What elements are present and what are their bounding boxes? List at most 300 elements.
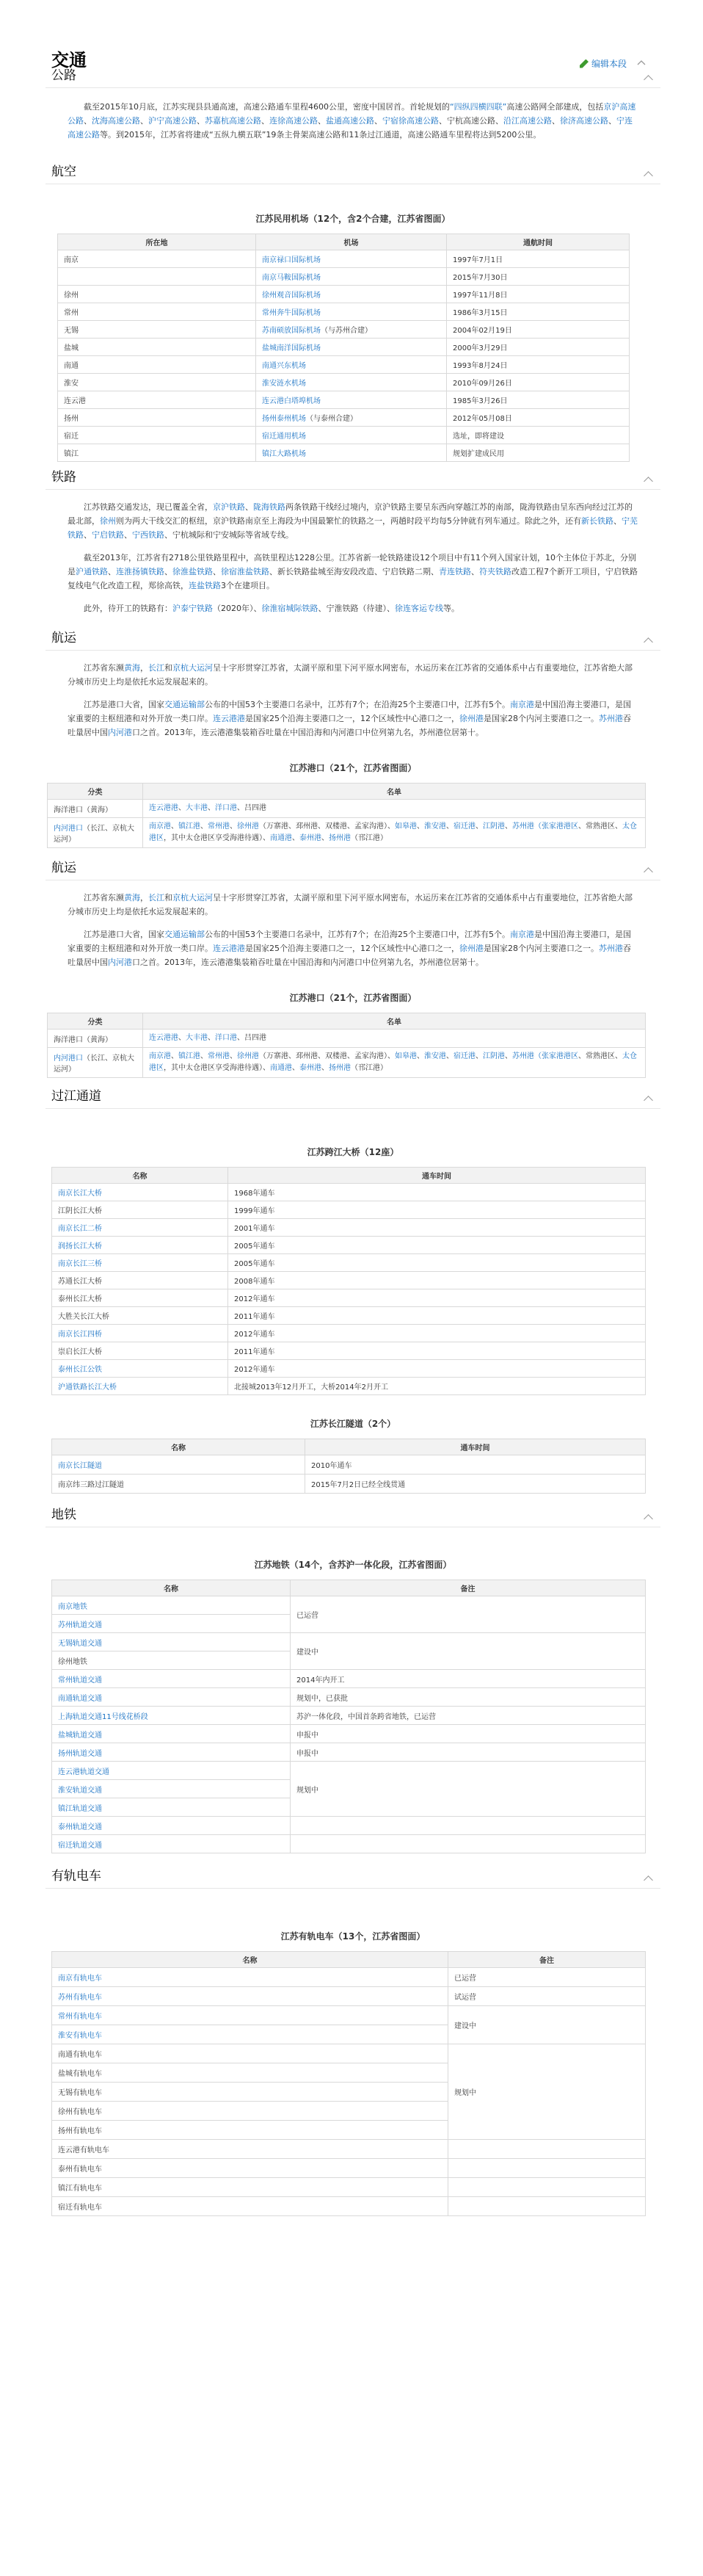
- table-row: [52, 1378, 646, 1395]
- metro-name-link[interactable]: 上海轨道交通11号线花桥段: [58, 1712, 148, 1721]
- inline-text: 、常熟港区、: [578, 1052, 622, 1060]
- bridge-name-cell: [52, 1272, 228, 1289]
- metro-name-cell: [52, 1835, 291, 1853]
- metro-note-cell: [291, 1670, 646, 1688]
- inline-link[interactable]: 内河港: [108, 728, 132, 737]
- airport-name-link[interactable]: 苏南硕放国际机场: [262, 327, 321, 335]
- airport-city-cell: [58, 321, 256, 339]
- bridge-name-cell: [52, 1378, 228, 1395]
- metro-note-cell: [291, 1688, 646, 1707]
- table-row: [52, 1596, 646, 1615]
- inline-link[interactable]: 洋口港: [215, 1034, 237, 1042]
- inline-link[interactable]: 镇江港: [178, 1052, 200, 1060]
- inline-link[interactable]: 京杭大运河: [172, 663, 213, 673]
- inline-text: 、: [476, 1052, 483, 1060]
- inline-link[interactable]: 南京港: [510, 700, 534, 709]
- inline-link[interactable]: 泰州港: [299, 834, 321, 842]
- tram-note-cell: [448, 1987, 646, 2006]
- table-header-row: [52, 1952, 646, 1968]
- inline-link[interactable]: 泰州港: [299, 1064, 321, 1072]
- inline-link[interactable]: 大丰港: [186, 1034, 208, 1042]
- bridge-time-cell: [228, 1184, 646, 1201]
- inline-link[interactable]: 京沪铁路: [213, 502, 245, 512]
- inline-text: 、: [171, 1052, 178, 1060]
- airport-name-link[interactable]: 常州奔牛国际机场: [262, 309, 321, 317]
- table-row: [58, 444, 630, 462]
- tram-name: 镇江有轨电车: [58, 2185, 102, 2193]
- airport-city: 宿迁: [64, 433, 79, 441]
- bridge-time: 2008年通车: [234, 1278, 275, 1286]
- inline-link[interactable]: 符夹铁路: [479, 567, 511, 576]
- inline-text: （万寨港、邳州港、双楼港、孟家沟港）、: [259, 1052, 395, 1060]
- tram-note: 建设中: [454, 2022, 476, 2030]
- airport-name-link[interactable]: 南京禄口国际机场: [262, 256, 321, 264]
- tram-name-cell: [52, 2140, 448, 2159]
- inline-link[interactable]: 徐州港: [237, 1052, 259, 1060]
- inline-text: 是国家25个沿海主要港口之一，12个区域性中心港口之一，: [245, 944, 459, 953]
- inline-text: 截至2015年10月底，江苏实现县县通高速，高速公路通车里程4600公里，密度中国居首。首轮规划的: [84, 102, 450, 112]
- inline-text: 则为两大干线交汇的枢纽，京沪铁路南京至上海段为中国最繁忙的铁路之一，两趟时段平均每5分钟就有列车通过。除此之外，还有: [116, 516, 581, 526]
- inline-link[interactable]: 太仓港区: [149, 1052, 637, 1072]
- bridge-time-cell: [228, 1307, 646, 1325]
- inline-text: 、: [613, 516, 622, 526]
- inline-link[interactable]: 长江: [148, 893, 164, 902]
- tram-name: 无锡有轨电车: [58, 2089, 102, 2097]
- inline-link[interactable]: 苏州港: [599, 714, 623, 723]
- inline-text: 口之首。2013年，连云港港集装箱吞吐量在中国沿海和内河港口中位列第九名，苏州港位居第十。: [132, 958, 484, 967]
- inline-link[interactable]: 扬州港: [329, 834, 351, 842]
- bridge-table: [51, 1167, 646, 1395]
- metro-name-link[interactable]: 苏州轨道交通: [58, 1621, 102, 1629]
- inline-text: 、: [164, 567, 172, 576]
- tram-name-link[interactable]: 淮安有轨电车: [58, 2032, 102, 2040]
- section-tram-header: [45, 1862, 660, 1889]
- inline-text: 、宁杭高速公路、: [439, 116, 503, 126]
- inline-link[interactable]: 常州港: [208, 1052, 230, 1060]
- airport-name-cell: [256, 268, 447, 286]
- metro-name-cell: [52, 1798, 291, 1817]
- inline-text: 、: [197, 116, 205, 126]
- inline-link[interactable]: 黄海: [124, 663, 140, 673]
- table-header-cell: 备注: [291, 1580, 646, 1596]
- inline-text: 公布的中国53个主要港口名录中，江苏有7个；在沿海25个主要港口中，江苏有5个。: [205, 700, 510, 709]
- inline-link[interactable]: 沪通铁路: [76, 567, 108, 576]
- table-row: [52, 2197, 646, 2216]
- inline-text: 、: [208, 804, 215, 812]
- metro-note-cell: [291, 1817, 646, 1835]
- metro-name-link[interactable]: 淮安轨道交通: [58, 1786, 102, 1795]
- inline-text: （长江、京杭大运河）: [54, 1054, 134, 1074]
- inline-link[interactable]: 宁宿徐高速公路: [382, 116, 439, 126]
- table-row: [52, 1360, 646, 1378]
- inline-link[interactable]: 徐淮盐铁路: [172, 567, 213, 576]
- table-row: [52, 1743, 646, 1762]
- inline-link[interactable]: 徐淮宿城际铁路: [261, 604, 318, 613]
- inline-text: 、: [552, 116, 560, 126]
- inline-link[interactable]: 宁芜铁路: [68, 516, 638, 540]
- metro-name-link[interactable]: 南京地铁: [58, 1602, 87, 1611]
- metro-name-cell: [52, 1780, 291, 1798]
- inline-text: 、: [417, 822, 424, 831]
- inline-link[interactable]: 大丰港: [186, 804, 208, 812]
- inline-link[interactable]: 苏州港（张家港港区: [512, 1052, 578, 1060]
- table-row: [58, 374, 630, 391]
- table-row: [52, 1237, 646, 1254]
- inline-link[interactable]: 新长铁路: [581, 516, 613, 526]
- airport-name-link[interactable]: 淮安涟水机场: [262, 380, 306, 388]
- airport-name-cell: [256, 286, 447, 303]
- bridge-name-link[interactable]: 南京长江二桥: [58, 1225, 102, 1233]
- inline-text: ，: [140, 663, 148, 673]
- inline-text: ，: [140, 893, 148, 902]
- airport-name-cell: [256, 250, 447, 268]
- inline-text: 、: [108, 567, 116, 576]
- tram-name: 徐州有轨电车: [58, 2108, 102, 2116]
- inline-link[interactable]: “四纵四横四联”: [449, 102, 507, 112]
- inline-text: 、宁杭城际和宁安城际等省域专线。: [164, 530, 294, 540]
- inline-link[interactable]: 连云港港: [149, 804, 178, 812]
- inline-link[interactable]: 扬州港: [329, 1064, 351, 1072]
- inline-link[interactable]: 青连铁路: [439, 567, 471, 576]
- bridge-time: 2012年通车: [234, 1366, 275, 1374]
- table-header-cell: 备注: [448, 1952, 646, 1968]
- inline-link[interactable]: 交通运输部: [164, 700, 205, 709]
- inline-text: 、: [200, 822, 208, 831]
- tunnel-name: 南京纬三路过江隧道: [58, 1481, 124, 1489]
- bridge-name-link[interactable]: 润扬长江大桥: [58, 1242, 102, 1251]
- inline-link[interactable]: 连云港港: [213, 944, 245, 953]
- inline-link[interactable]: 沿江高速公路: [503, 116, 552, 126]
- inline-text: 改造工程7个新开工项目，宁启铁路复线电气化改造工程，郑徐高铁，: [68, 567, 638, 590]
- tram-name-link[interactable]: 常州有轨电车: [58, 2013, 102, 2021]
- inline-link[interactable]: 连云港港: [213, 714, 245, 723]
- inline-text: 、: [321, 834, 329, 842]
- inline-link[interactable]: 徐连客运专线: [395, 604, 443, 613]
- table-row: [52, 1254, 646, 1272]
- inline-text: 、: [208, 1034, 215, 1042]
- table-row: [58, 356, 630, 374]
- inline-link[interactable]: 徐州港: [237, 822, 259, 831]
- inline-text: 海洋港口（黄海）: [54, 806, 112, 814]
- airport-city: 南通: [64, 362, 79, 370]
- tram-name-cell: [52, 2102, 448, 2121]
- table-row: [52, 1968, 646, 1987]
- airport-date: 1997年7月1日: [453, 256, 503, 264]
- airport-city-cell: [58, 444, 256, 462]
- metro-name: 徐州地铁: [58, 1657, 87, 1666]
- inline-link[interactable]: 内河港口: [54, 825, 83, 833]
- table-row: [52, 1688, 646, 1707]
- inline-link[interactable]: 沪泰宁铁路: [172, 604, 213, 613]
- inline-link[interactable]: 常州港: [208, 822, 230, 831]
- inline-link[interactable]: 太仓港区: [149, 822, 637, 842]
- inline-text: （邗江港）: [351, 1064, 387, 1072]
- section-water-title: 航运: [51, 631, 76, 645]
- section-aviation-title: 航空: [51, 164, 76, 179]
- airport-date-cell: [447, 427, 630, 444]
- inline-text: 是国家28个内河主要港口之一。: [484, 944, 599, 953]
- bridge-time-cell: [228, 1289, 646, 1307]
- inline-link[interactable]: 南通港: [270, 1064, 292, 1072]
- section-aviation: [45, 158, 660, 462]
- table-row: [52, 1475, 646, 1494]
- bridge-time-cell: [228, 1360, 646, 1378]
- airport-date: 2012年05月08日: [453, 415, 512, 423]
- metro-name-link[interactable]: 镇江轨道交通: [58, 1804, 102, 1813]
- metro-note-cell: [291, 1707, 646, 1725]
- bridge-name-cell: [52, 1360, 228, 1378]
- bridge-name-cell: [52, 1219, 228, 1237]
- metro-note-cell: [291, 1633, 646, 1670]
- rail-paragraph-1: [45, 500, 660, 542]
- metro-table-caption: 江苏地铁（14个，含苏沪一体化段，江苏省图面）: [254, 1560, 452, 1570]
- article-header: [45, 0, 660, 70]
- table-row: [48, 1048, 646, 1078]
- tram-name: 南通有轨电车: [58, 2051, 102, 2059]
- inline-text: 是国家25个沿海主要港口之一，12个区域性中心港口之一，: [245, 714, 459, 723]
- inline-text: 、: [230, 822, 237, 831]
- table-header-cell: 名称: [52, 1168, 228, 1184]
- inline-link[interactable]: 连盐铁路: [189, 581, 221, 590]
- inline-text: 和: [164, 893, 172, 902]
- inline-text: 3个在建项目。: [221, 581, 274, 590]
- metro-note: 苏沪一体化段，中国首条跨省地铁，已运营: [296, 1712, 436, 1721]
- inline-link[interactable]: 黄海: [124, 893, 140, 902]
- airport-name-link[interactable]: 南通兴东机场: [262, 362, 306, 370]
- inline-link[interactable]: 南京港: [149, 1052, 171, 1060]
- table-row: [52, 1633, 646, 1651]
- inline-link[interactable]: 连淮扬镇铁路: [116, 567, 164, 576]
- airport-date: 2015年7月30日: [453, 274, 508, 282]
- airport-city: 南京: [64, 256, 79, 264]
- water-paragraph-2: [45, 698, 660, 739]
- inline-link[interactable]: 徐州港: [459, 944, 484, 953]
- tram-note-cell: [448, 2044, 646, 2140]
- inline-text: 、: [446, 1052, 454, 1060]
- table-row: [52, 1455, 646, 1475]
- inline-text: 、宁淮铁路（待建）、: [318, 604, 395, 613]
- bridge-time-cell: [228, 1219, 646, 1237]
- inline-link[interactable]: 陇海铁路: [253, 502, 285, 512]
- inline-text: 、常熟港区、: [578, 822, 622, 831]
- bridge-name-link[interactable]: 南京长江四桥: [58, 1331, 102, 1339]
- tram-name-link[interactable]: 南京有轨电车: [58, 1975, 102, 1983]
- table-row: [52, 1670, 646, 1688]
- inline-link[interactable]: 江阴港: [483, 822, 505, 831]
- airport-name-link[interactable]: 南京马鞍国际机场: [262, 274, 321, 282]
- tram-note-cell: [448, 2006, 646, 2044]
- inline-link[interactable]: 徐州: [100, 516, 116, 526]
- metro-name-link[interactable]: 扬州轨道交通: [58, 1749, 102, 1758]
- inline-link[interactable]: 徐济高速公路: [560, 116, 608, 126]
- road-paragraph: [45, 100, 660, 142]
- bridge-name-link[interactable]: 沪通铁路长江大桥: [58, 1383, 117, 1392]
- inline-link[interactable]: 连云港港: [149, 1034, 178, 1042]
- metro-name-link[interactable]: 盐城轨道交通: [58, 1731, 102, 1740]
- inline-text: 、: [292, 1064, 299, 1072]
- bridge-name: 崇启长江大桥: [58, 1348, 102, 1356]
- inline-text: （长江、京杭大运河）: [54, 825, 134, 844]
- inline-text: 、: [292, 834, 299, 842]
- metro-note: 申报中: [296, 1731, 318, 1740]
- table-header-row: [52, 1168, 646, 1184]
- tunnel-name-link[interactable]: 南京长江隧道: [58, 1462, 102, 1470]
- airport-name-link[interactable]: 扬州泰州机场: [262, 415, 306, 423]
- inline-link[interactable]: 淮安港: [424, 1052, 446, 1060]
- table-header-cell: 名单: [143, 1013, 646, 1030]
- inline-link[interactable]: 内河港口: [54, 1054, 83, 1063]
- inline-link[interactable]: 苏州港: [599, 944, 623, 953]
- section-rail-header: [45, 463, 660, 490]
- inline-link[interactable]: 盐通高速公路: [326, 116, 374, 126]
- airport-date: 2010年09月26日: [453, 380, 512, 388]
- bridge-time: 2005年通车: [234, 1260, 275, 1268]
- tram-name-link[interactable]: 苏州有轨电车: [58, 1994, 102, 2002]
- rail-paragraph-2: [45, 551, 660, 593]
- airport-city: 徐州: [64, 292, 79, 300]
- table-row: [52, 1325, 646, 1342]
- metro-name-cell: [52, 1817, 291, 1835]
- bridge-name-cell: [52, 1201, 228, 1219]
- rail-paragraph-3: [45, 601, 660, 615]
- inline-link[interactable]: 京杭大运河: [172, 893, 213, 902]
- inline-text: 两条铁路干线经过境内，京沪铁路主要呈东西向穿越江苏的南部，陇海铁路由呈东西向经过江苏的最北部，: [68, 502, 633, 526]
- table-row: [48, 800, 646, 818]
- inline-text: 、: [608, 116, 616, 126]
- inline-link[interactable]: 徐州港: [459, 714, 484, 723]
- airport-name-link[interactable]: 宿迁通用机场: [262, 433, 306, 441]
- metro-note-cell: [291, 1596, 646, 1633]
- table-header-row: [52, 1580, 646, 1596]
- inline-text: 、: [171, 822, 178, 831]
- bridge-name-link[interactable]: 南京长江三桥: [58, 1260, 102, 1268]
- inline-text: 、: [213, 567, 221, 576]
- inline-link[interactable]: 南通港: [270, 834, 292, 842]
- inline-link[interactable]: 内河港: [108, 958, 132, 967]
- inline-link[interactable]: 南京港: [149, 822, 171, 831]
- metro-name-link[interactable]: 常州轨道交通: [58, 1676, 102, 1685]
- inline-text: 、: [245, 502, 253, 512]
- inline-link[interactable]: 江阴港: [483, 1052, 505, 1060]
- airport-date-cell: [447, 391, 630, 409]
- metro-name-cell: [52, 1596, 291, 1615]
- metro-name-link[interactable]: 泰州轨道交通: [58, 1823, 102, 1831]
- table-header-cell: 名称: [52, 1580, 291, 1596]
- inline-link[interactable]: 京沪高速公路: [68, 102, 636, 126]
- metro-name-link[interactable]: 宿迁轨道交通: [58, 1841, 102, 1850]
- inline-text: 、: [261, 116, 269, 126]
- metro-name-link[interactable]: 无锡轨道交通: [58, 1639, 102, 1648]
- section-metro-title: 地铁: [51, 1508, 76, 1522]
- bridge-name-cell: [52, 1184, 228, 1201]
- table-row: [58, 250, 630, 268]
- inline-link[interactable]: 沈海高速公路: [92, 116, 140, 126]
- section-metro: [45, 1501, 660, 1853]
- bridge-time: 2005年通车: [234, 1242, 275, 1251]
- airport-name-cell: [256, 427, 447, 444]
- inline-text: 高速公路网全部建成，包括: [506, 102, 604, 112]
- inline-link[interactable]: 宁连高速公路: [68, 116, 633, 140]
- table-row: [58, 268, 630, 286]
- table-header-cell: 机场: [256, 234, 447, 250]
- airport-date-cell: [447, 409, 630, 427]
- bridge-time-cell: [228, 1342, 646, 1360]
- inline-text: 、: [446, 822, 454, 831]
- airport-date-cell: [447, 303, 630, 321]
- inline-link[interactable]: 沪宁高速公路: [148, 116, 197, 126]
- inline-text: 此外，待开工的铁路有：: [84, 604, 172, 613]
- metro-name-link[interactable]: 连云港轨道交通: [58, 1768, 109, 1776]
- airport-name-link[interactable]: 徐州观音国际机场: [262, 292, 321, 300]
- airport-name-link[interactable]: 镇江大路机场: [262, 450, 306, 458]
- table-row: [52, 1307, 646, 1325]
- inline-link[interactable]: 苏州港（张家港港区: [512, 822, 578, 831]
- inline-link[interactable]: 如皋港: [395, 1052, 417, 1060]
- inline-text: 是中国沿海主要港口，是国家重要的主枢纽港和对外开放一类口岸。: [68, 700, 631, 723]
- bridge-time-cell: [228, 1272, 646, 1289]
- inline-text: 江苏是港口大省，国家: [84, 930, 164, 939]
- inline-link[interactable]: 宿迁港: [454, 822, 476, 831]
- inline-link[interactable]: 宁启铁路: [92, 530, 124, 540]
- inline-link[interactable]: 洋口港: [215, 804, 237, 812]
- bridge-name-cell: [52, 1237, 228, 1254]
- bridge-name-cell: [52, 1325, 228, 1342]
- inline-link[interactable]: 交通运输部: [164, 930, 205, 939]
- airport-name-cell: [256, 391, 447, 409]
- inline-link[interactable]: 徐宿淮盐铁路: [221, 567, 269, 576]
- inline-text: ，其中太仓港区享受海港待遇）、: [164, 834, 270, 842]
- inline-text: 、新长铁路盐城至海安段改造、宁启铁路二期、: [269, 567, 439, 576]
- table-row: [52, 1725, 646, 1743]
- airport-name-link[interactable]: 盐城南洋国际机场: [262, 344, 321, 352]
- bridge-name-link[interactable]: 泰州长江公铁: [58, 1366, 102, 1374]
- tram-name: 扬州有轨电车: [58, 2127, 102, 2135]
- inline-text: 是国家28个内河主要港口之一。: [484, 714, 599, 723]
- inline-link[interactable]: 苏嘉杭高速公路: [205, 116, 261, 126]
- airport-city: 无锡: [64, 327, 79, 335]
- tram-note-cell: [448, 2197, 646, 2216]
- inline-link[interactable]: 宁西铁路: [132, 530, 164, 540]
- table-row: [58, 391, 630, 409]
- metro-note: 申报中: [296, 1749, 318, 1758]
- inline-link[interactable]: 宿迁港: [454, 1052, 476, 1060]
- inline-text: 口之首。2013年，连云港港集装箱吞吐量在中国沿海和内河港口中位列第九名，苏州港位居第十。: [132, 728, 484, 737]
- airport-city: 扬州: [64, 415, 79, 423]
- section-water-repeat-title: 航运: [51, 861, 76, 875]
- section-water: [45, 624, 660, 848]
- inline-link[interactable]: 如皋港: [395, 822, 417, 831]
- metro-name-link[interactable]: 南通轨道交通: [58, 1694, 102, 1703]
- inline-link[interactable]: 长江: [148, 663, 164, 673]
- airport-date: 2000年3月29日: [453, 344, 508, 352]
- metro-name-cell: [52, 1762, 291, 1780]
- inline-link[interactable]: 淮安港: [424, 822, 446, 831]
- inline-text: 江苏省东濒: [84, 893, 124, 902]
- inline-link[interactable]: 连徐高速公路: [269, 116, 318, 126]
- tram-name-cell: [52, 2159, 448, 2178]
- inline-text: 等。到2015年，江苏省将建成“五纵九横五联”19条主骨架高速公路和11条过江通道，高速公路通车里程将达到5200公里。: [100, 130, 542, 140]
- bridge-time: 1968年通车: [234, 1190, 275, 1198]
- metro-note: 已运营: [296, 1612, 318, 1620]
- airport-name-link[interactable]: 连云港白塔埠机场: [262, 397, 321, 405]
- inline-text: 、: [124, 530, 132, 540]
- inline-link[interactable]: 镇江港: [178, 822, 200, 831]
- tunnel-name-cell: [52, 1475, 305, 1494]
- bridge-name-link[interactable]: 南京长江大桥: [58, 1190, 102, 1198]
- inline-link[interactable]: 南京港: [510, 930, 534, 939]
- bridge-name-cell: [52, 1254, 228, 1272]
- airport-city-cell: [58, 427, 256, 444]
